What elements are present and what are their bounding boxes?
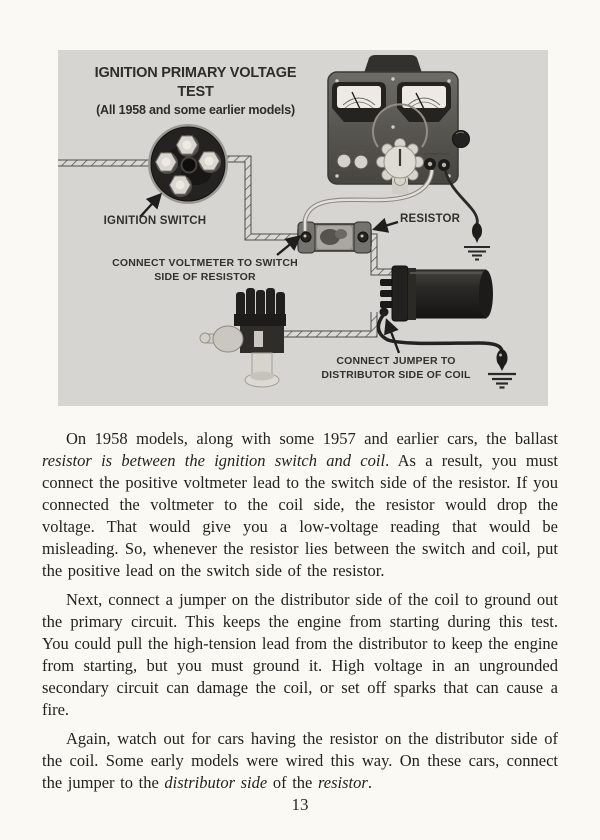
label-connect-voltmeter	[110, 256, 300, 284]
paragraph-early-models: Again, watch out for cars having the resistor on the distributor side of the coil. Some early models were wired this way. On these cars, connect the jumper to the distributor side of the resistor.	[42, 729, 558, 792]
voltmeter-tester	[328, 55, 470, 194]
ground-symbol-tester	[464, 247, 490, 260]
body-text	[42, 428, 558, 801]
label-connect-jumper-line1: CONNECT JUMPER TO	[336, 355, 456, 367]
label-connect-voltmeter-line2: SIDE OF RESISTOR	[154, 271, 256, 283]
label-ignition-switch: IGNITION SWITCH	[103, 215, 207, 227]
ground-symbol-jumper	[488, 374, 516, 388]
figure-title-block	[78, 64, 313, 119]
label-resistor: RESISTOR	[400, 213, 461, 225]
ballast-resistor-illustration	[298, 222, 371, 253]
distributor-clip	[254, 331, 263, 347]
small-knob-right	[354, 155, 368, 169]
ignition-switch-illustration	[148, 124, 228, 204]
jumper-clip	[497, 350, 508, 367]
figure-ignition-primary-voltage-test	[58, 50, 548, 406]
dark-knob	[453, 131, 470, 148]
paragraph-jumper-ground: Next, connect a jumper on the distributor side of the coil to ground out the primary circuit. This keeps the engine from starting during this test. You could pull the high-tension lead from the distributor to keep the engine from starting, but you must ground it. High voltage in an ungrounded secondary circuit can damage the coil, or set off sparks that can cause a fire.	[42, 590, 558, 719]
arrow-jumper-note	[387, 321, 399, 353]
arrow-resistor	[375, 222, 398, 229]
right-meter-gauge	[397, 82, 451, 122]
page-number: 13	[291, 795, 309, 814]
vacuum-advance-unit	[200, 326, 243, 352]
ignition-coil-illustration	[380, 266, 494, 321]
distributor-illustration	[200, 288, 286, 387]
arrow-ignition-switch	[140, 195, 160, 217]
label-connect-jumper-line2: DISTRIBUTOR SIDE OF COIL	[321, 369, 471, 381]
label-connect-jumper	[301, 354, 491, 382]
test-probe	[472, 223, 482, 239]
label-connect-voltmeter-line1: CONNECT VOLTMETER TO SWITCH	[112, 257, 298, 269]
small-knob-left	[337, 154, 351, 168]
distributor-cap-towers	[236, 288, 285, 318]
tester-handle	[364, 55, 422, 73]
paragraph-ballast-resistor: On 1958 models, along with some 1957 and earlier cars, the ballast resistor is between the ignition switch and coil. As a result, you must connect the positive voltmeter lead to the switch side of the resistor. If you connected the voltmeter to the coil side, the resistor would drop the voltage. That would give you a low-voltage reading that would be misleading. So, whenever the resistor lies between the switch and coil, put the positive lead on the switch side of the resistor.	[42, 429, 558, 580]
figure-subtitle: (All 1958 and some earlier models)	[96, 103, 295, 117]
figure-title: IGNITION PRIMARY VOLTAGE TEST	[94, 65, 297, 100]
